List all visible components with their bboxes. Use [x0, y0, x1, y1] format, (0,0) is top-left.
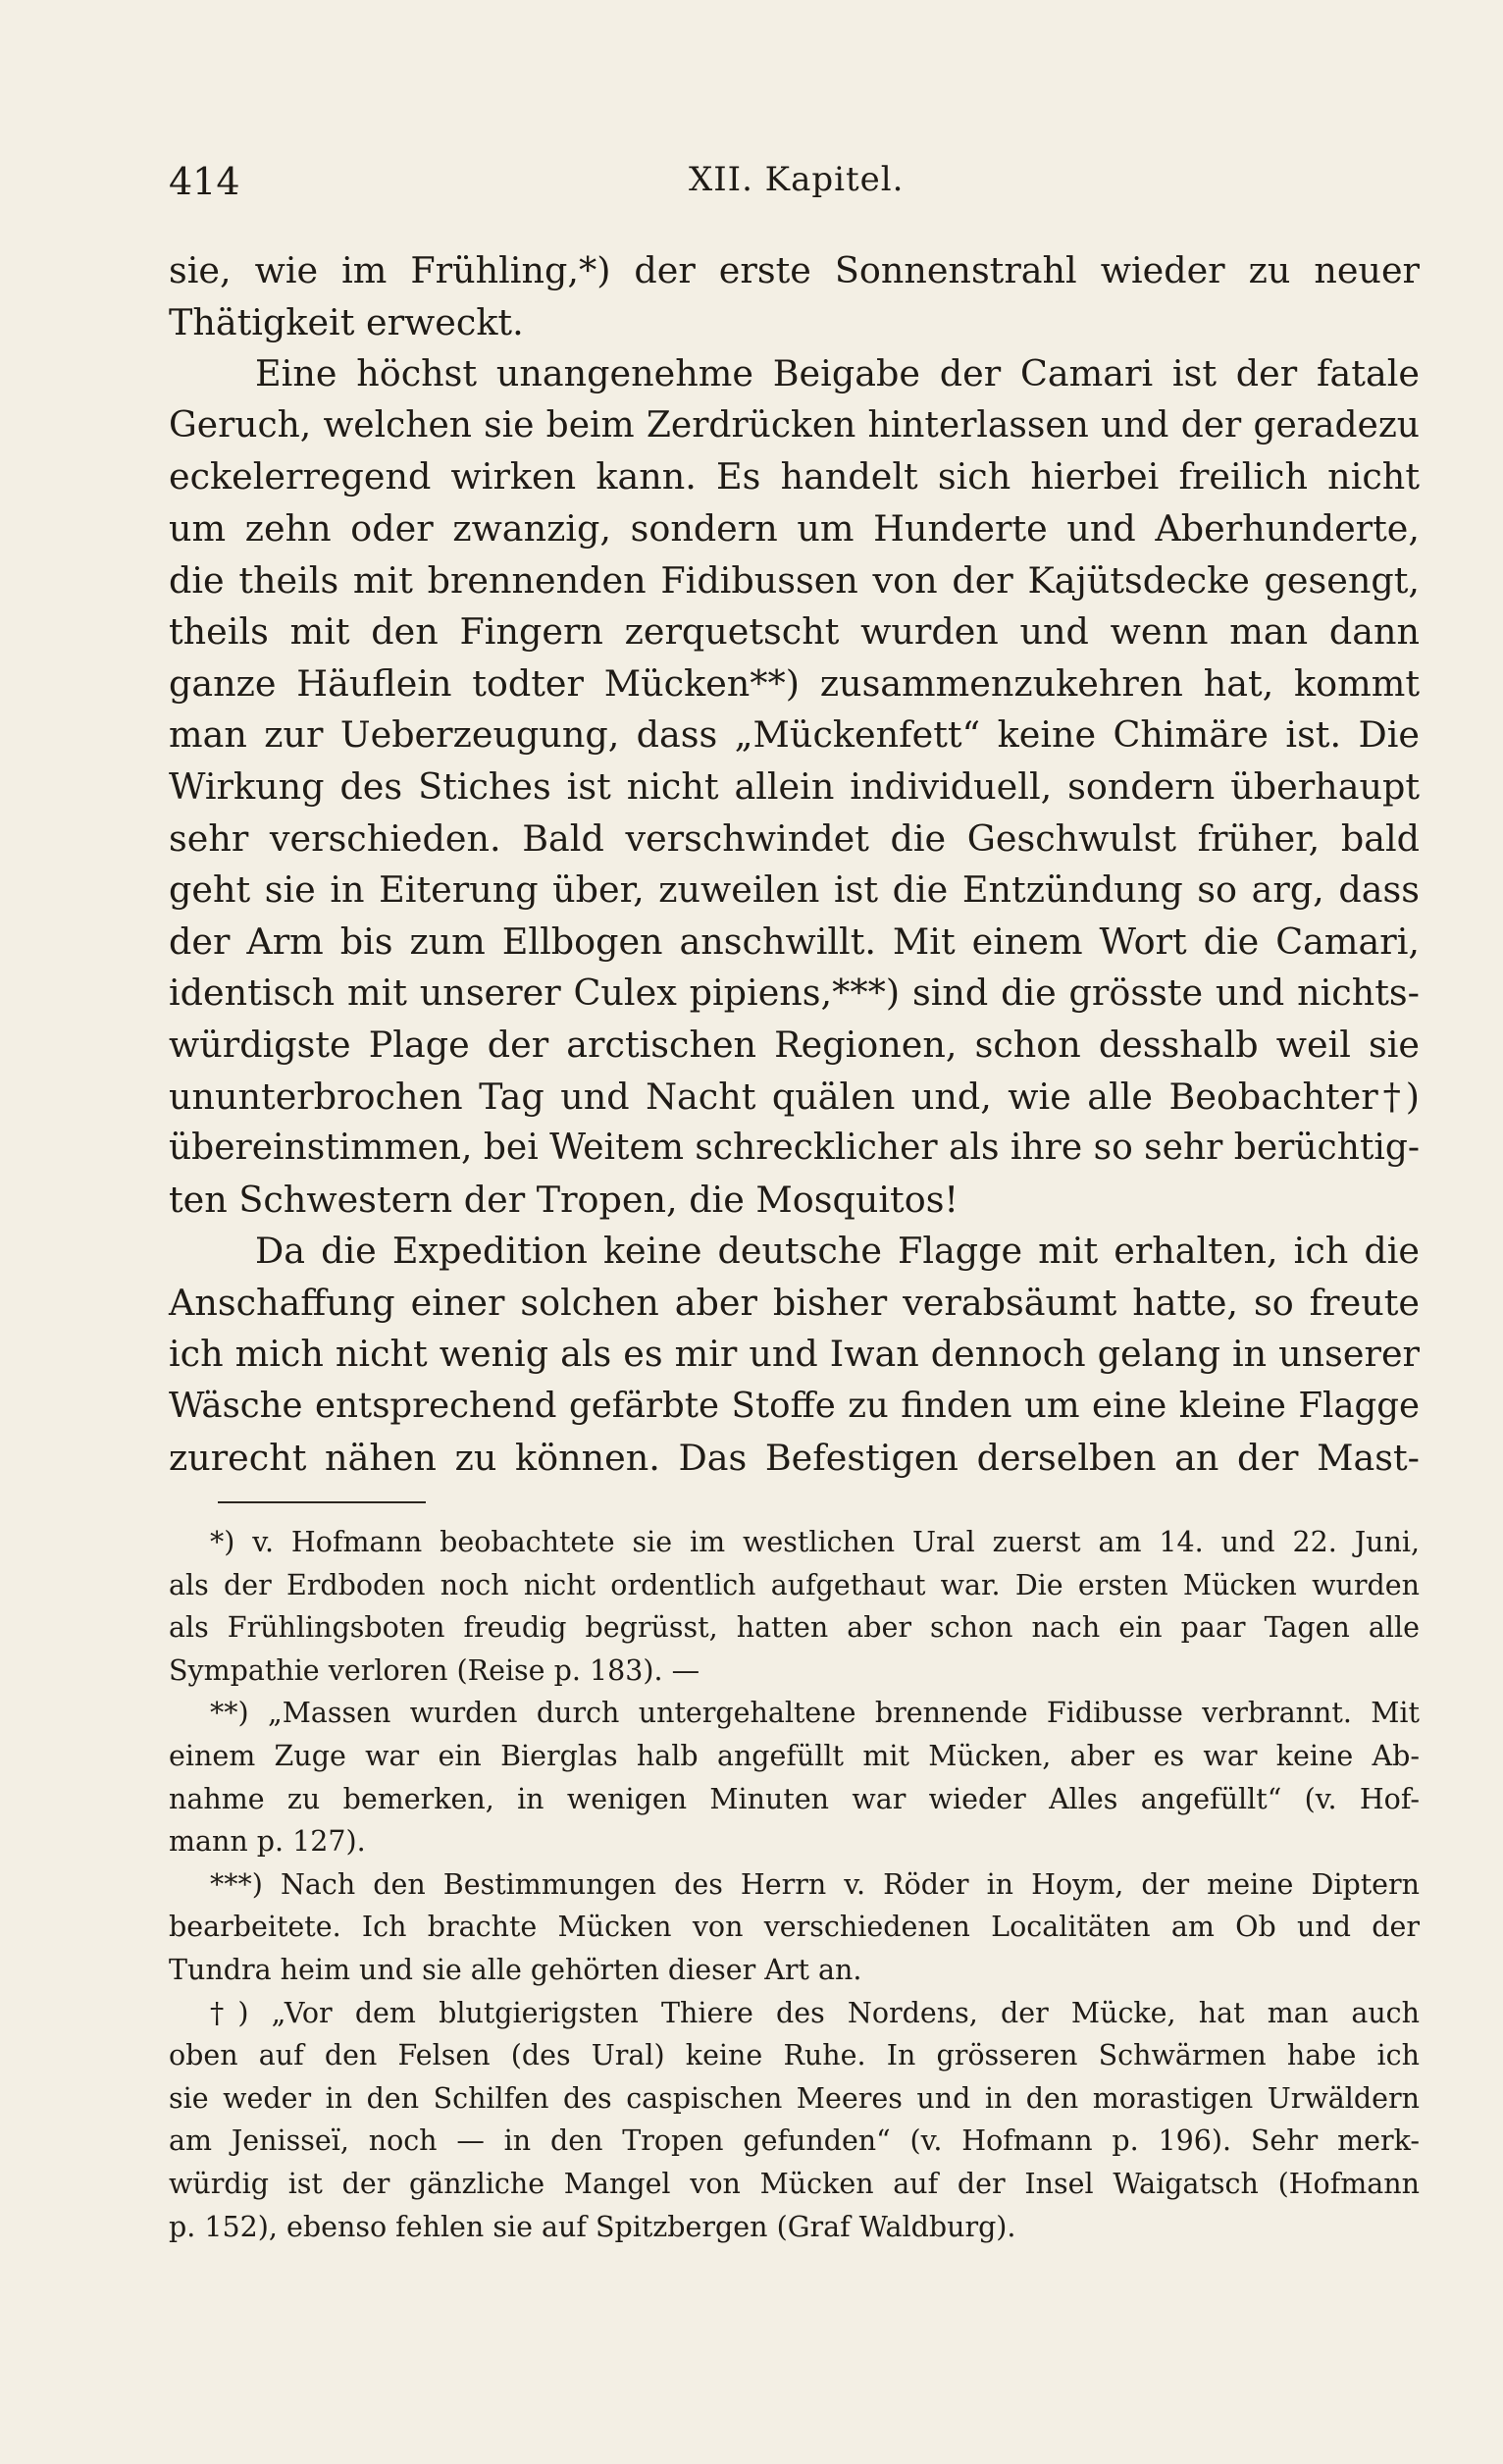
body-line: ten Schwestern der Tropen, die Mosquitos!: [169, 1178, 959, 1221]
footnote-line: als Frühlingsboten freudig begrüsst, hatten aber schon nach ein paar Tagen alle: [169, 1611, 1420, 1645]
body-line: übereinstimmen, bei Weitem schrecklicher als ihre so sehr berüchtig-: [169, 1127, 1421, 1169]
body-line: Geruch, welchen sie beim Zerdrücken hinterlassen und der geradezu: [169, 404, 1420, 446]
footnote-line: am Jenisseï, noch — in den Tropen gefunden“ (v. Hofmann p. 196). Sehr merk-: [169, 2124, 1420, 2158]
footnote-line: nahme zu bemerken, in wenigen Minuten war wieder Alles angefüllt“ (v. Hof-: [169, 1782, 1420, 1815]
body-line: geht sie in Eiterung über, zuweilen ist die Entzündung so arg, dass: [169, 868, 1420, 912]
body-line: ganze Häuflein todter Mücken**) zusammenzukehren hat, kommt: [169, 661, 1420, 705]
body-line: um zehn oder zwanzig, sondern um Hunderte und Aberhunderte,: [169, 506, 1420, 550]
body-line: sehr verschieden. Bald verschwindet die Geschwulst früher, bald: [169, 816, 1420, 860]
footnote-line: mann p. 127).: [169, 1825, 366, 1859]
body-text: [169, 245, 1420, 1484]
body-line: ich mich nicht wenig als es mir und Iwan dennoch gelang in unserer: [169, 1333, 1420, 1376]
body-line: Da die Expedition keine deutsche Flagge mit erhalten, ich die: [255, 1230, 1420, 1273]
body-line: Anschaffung einer solchen aber bisher verabsäumt hatte, so freute: [169, 1281, 1420, 1324]
footnote-line: sie weder in den Schilfen des caspischen Meeres und in den morastigen Urwäldern: [169, 2081, 1420, 2115]
body-line: identisch mit unserer Culex pipiens,***) sind die grösste und nichts-: [169, 971, 1420, 1015]
body-line: theils mit den Fingern zerquetscht wurden und wenn man dann: [169, 610, 1420, 654]
footnote-line: oben auf den Felsen (des Ural) keine Ruhe. In grösseren Schwärmen habe ich: [169, 2039, 1420, 2072]
footnote-line: Tundra heim und sie alle gehörten dieser Art an.: [169, 1953, 862, 1986]
body-line: Wirkung des Stiches ist nicht allein individuell, sondern überhaupt: [169, 764, 1420, 808]
body-line: die theils mit brennenden Fidibussen von der Kajütsdecke gesengt,: [169, 558, 1420, 602]
footnote-line: ***) Nach den Bestimmungen des Herrn v. Röder in Hoym, der meine Diptern: [210, 1867, 1420, 1901]
body-line: zurecht nähen zu können. Das Befestigen derselben an der Mast-: [169, 1436, 1420, 1479]
footnote-line: bearbeitete. Ich brachte Mücken von verschiedenen Localitäten am Ob und der: [169, 1911, 1420, 1944]
body-line: ununterbrochen Tag und Nacht quälen und, wie alle Beobachter†): [169, 1075, 1420, 1118]
running-head: XII. Kapitel.: [689, 160, 905, 199]
footnote-line: †) „Vor dem blutgierigsten Thiere des Nordens, der Mücke, hat man auch: [210, 1996, 1420, 2029]
page-number: 414: [169, 160, 240, 203]
footnote-line: *) v. Hofmann beobachtete sie im westlichen Ural zuerst am 14. und 22. Juni,: [210, 1526, 1420, 1558]
body-line: man zur Ueberzeugung, dass „Mückenfett“ keine Chimäre ist. Die: [169, 713, 1420, 757]
body-line: Thätigkeit erweckt.: [169, 300, 524, 343]
footnote-line: einem Zuge war ein Bierglas halb angefüllt mit Mücken, aber es war keine Ab-: [169, 1739, 1420, 1772]
body-line: Wäsche entsprechend gefärbte Stoffe zu finden um eine kleine Flagge: [169, 1386, 1420, 1427]
footnote-line: würdig ist der gänzliche Mangel von Mücken auf der Insel Waigatsch (Hofmann: [169, 2167, 1420, 2200]
body-line: würdigste Plage der arctischen Regionen, schon desshalb weil sie: [169, 1022, 1420, 1066]
footnote-line: Sympathie verloren (Reise p. 183). —: [169, 1653, 700, 1687]
body-line: sie, wie im Frühling,*) der erste Sonnenstrahl wieder zu neuer: [169, 249, 1420, 291]
page-header: [169, 160, 1420, 209]
footnotes: [169, 1521, 1420, 2248]
body-line: eckelerregend wirken kann. Es handelt sich hierbei freilich nicht: [169, 455, 1420, 498]
footnote-line: **) „Massen wurden durch untergehaltene brennende Fidibusse verbrannt. Mit: [210, 1697, 1420, 1730]
footnote-line: p. 152), ebenso fehlen sie auf Spitzbergen (Graf Waldburg).: [169, 2210, 1016, 2243]
footnote-line: als der Erdboden noch nicht ordentlich aufgethaut war. Die ersten Mücken wurden: [169, 1568, 1420, 1601]
footnote-divider: [218, 1501, 426, 1503]
body-line: Eine höchst unangenehme Beigabe der Camari ist der fatale: [255, 352, 1420, 395]
body-line: der Arm bis zum Ellbogen anschwillt. Mit einem Wort die Camari,: [169, 919, 1420, 963]
